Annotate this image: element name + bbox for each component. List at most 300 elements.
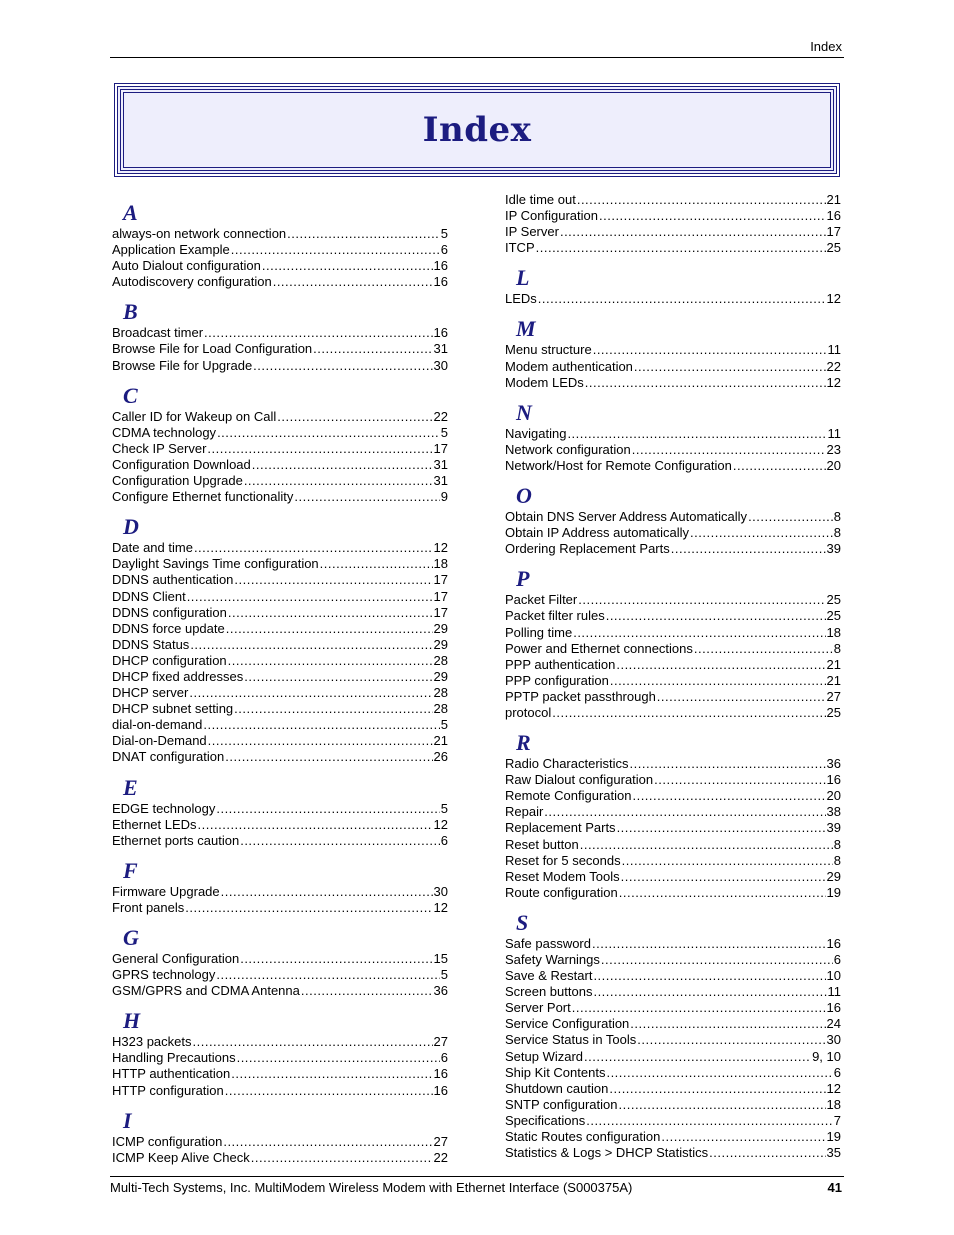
index-entry-leader	[273, 274, 433, 290]
index-entry-term: Service Configuration	[505, 1016, 630, 1032]
index-entry-page: 28	[433, 701, 448, 717]
index-letter-heading: R	[516, 730, 531, 756]
index-group	[112, 884, 448, 916]
index-letter-heading: L	[516, 265, 530, 291]
index-entry-leader	[240, 833, 440, 849]
index-entry-term: HTTP authentication	[112, 1066, 231, 1082]
index-entry-page: 22	[433, 408, 448, 424]
index-entry	[505, 641, 841, 657]
index-entry	[505, 657, 841, 673]
index-entry-page: 21	[433, 733, 448, 749]
index-entry-leader	[228, 605, 433, 621]
index-entry-leader	[606, 1065, 832, 1081]
index-entry	[505, 1065, 841, 1081]
index-entry-page: 24	[826, 1016, 841, 1032]
index-entry-page: 35	[826, 1145, 841, 1161]
index-entry-term: Network/Host for Remote Configuration	[505, 457, 732, 473]
index-entry	[505, 1145, 841, 1161]
index-entry-page: 17	[433, 588, 448, 604]
index-entry-leader	[320, 556, 433, 572]
index-entry	[112, 900, 448, 916]
index-entry-leader	[622, 853, 833, 869]
index-entry-term: Idle time out	[505, 192, 576, 207]
index-letter-heading: C	[123, 382, 138, 408]
index-entry-page: 5	[440, 424, 448, 440]
index-entry-page: 11	[827, 342, 841, 358]
index-entry-leader	[253, 358, 432, 374]
index-entry-term: Server Port	[505, 1000, 571, 1016]
index-entry	[505, 208, 841, 224]
index-entry-page: 31	[433, 473, 448, 489]
index-entry-leader	[586, 1113, 833, 1129]
index-entry-term: Service Status in Tools	[505, 1032, 637, 1048]
index-letter-heading: S	[516, 909, 529, 935]
index-entry	[505, 426, 841, 442]
index-entry-leader	[632, 788, 825, 804]
index-entry-leader	[208, 733, 433, 749]
index-entry-term: GSM/GPRS and CDMA Antenna	[112, 983, 300, 999]
index-entry	[505, 592, 841, 608]
index-entry-page: 8	[833, 852, 841, 868]
index-entry-term: Save & Restart	[505, 968, 593, 984]
index-letter-heading: P	[516, 566, 530, 592]
index-entry-page: 25	[826, 608, 841, 624]
index-entry-page: 18	[433, 556, 448, 572]
index-entry-term: ICMP configuration	[112, 1133, 223, 1149]
index-entry-leader	[601, 952, 833, 968]
index-entry-term: Radio Characteristics	[505, 756, 629, 772]
index-entry-page: 17	[826, 224, 841, 240]
index-letter-heading: I	[123, 1107, 132, 1133]
index-entry-page: 29	[433, 636, 448, 652]
index-entry-page: 12	[433, 816, 448, 832]
index-entry-page: 31	[433, 456, 448, 472]
index-entry-page: 12	[826, 291, 841, 307]
index-entry-leader	[216, 801, 439, 817]
index-entry-term: DNAT configuration	[112, 749, 225, 765]
index-entry-term: General Configuration	[112, 951, 240, 966]
index-entry	[112, 409, 448, 425]
index-entry-leader	[231, 1066, 432, 1082]
index-entry-page: 26	[433, 749, 448, 765]
index-entry	[112, 572, 448, 588]
index-entry-leader	[616, 657, 825, 673]
index-entry-leader	[226, 621, 433, 637]
index-entry	[505, 853, 841, 869]
index-entry-term: Setup Wizard	[505, 1048, 584, 1064]
footer-text: Multi-Tech Systems, Inc. MultiModem Wireless Modem with Ethernet Interface (S000375A)	[110, 1180, 633, 1195]
index-entry-term: DHCP fixed addresses	[112, 668, 244, 684]
index-entry-page: 21	[826, 656, 841, 672]
index-entry-page: 21	[826, 192, 841, 207]
index-entry-page: 36	[826, 756, 841, 772]
index-entry-leader	[252, 457, 433, 473]
index-entry-term: Reset button	[505, 836, 579, 852]
index-entry-term: Autodiscovery configuration	[112, 274, 272, 290]
index-entry-leader	[637, 1032, 825, 1048]
index-entry-leader	[223, 1134, 432, 1150]
index-entry-term: Browse File for Upgrade	[112, 357, 253, 373]
index-entry-leader	[657, 689, 826, 705]
index-entry-leader	[630, 1016, 825, 1032]
index-entry-page: 19	[826, 1129, 841, 1145]
index-entry-page: 22	[826, 358, 841, 374]
index-entry-leader	[593, 984, 826, 1000]
index-letter-heading: O	[516, 483, 532, 509]
index-entry-term: Date and time	[112, 540, 193, 556]
index-entry-term: H323 packets	[112, 1034, 192, 1050]
index-entry-leader	[277, 409, 432, 425]
index-entry-leader	[244, 473, 433, 489]
index-entry-leader	[228, 653, 433, 669]
index-entry-leader	[630, 756, 826, 772]
header-section-label: Index	[810, 39, 842, 54]
index-entry-term: Configuration Upgrade	[112, 473, 243, 489]
index-entry-leader	[584, 1049, 811, 1065]
index-entry	[112, 556, 448, 572]
index-entry-leader	[610, 673, 826, 689]
index-entry-term: Obtain DNS Server Address Automatically	[505, 509, 748, 525]
index-entry-term: DHCP configuration	[112, 652, 227, 668]
index-group	[112, 325, 448, 373]
index-entry-term: PPP authentication	[505, 656, 616, 672]
index-entry-leader	[225, 749, 432, 765]
index-entry	[112, 242, 448, 258]
index-entry-leader	[617, 820, 826, 836]
index-entry	[112, 983, 448, 999]
index-entry-page: 16	[826, 208, 841, 224]
index-entry-leader	[231, 242, 440, 258]
index-entry	[505, 458, 841, 474]
index-entry-term: Packet filter rules	[505, 608, 605, 624]
index-entry-page: 36	[433, 983, 448, 999]
index-entry-term: CDMA technology	[112, 424, 217, 440]
index-entry-page: 6	[440, 242, 448, 258]
index-entry-page: 17	[433, 604, 448, 620]
index-entry-term: Specifications	[505, 1112, 586, 1128]
index-entry-leader	[194, 540, 433, 556]
index-entry-page: 16	[433, 258, 448, 274]
index-entry-leader	[748, 509, 833, 525]
index-entry-leader	[187, 589, 433, 605]
index-group	[112, 1134, 448, 1166]
index-entry-page: 16	[433, 1066, 448, 1082]
index-letter-heading: D	[123, 514, 139, 540]
index-entry-leader	[251, 1150, 433, 1166]
index-group	[112, 951, 448, 999]
index-entry-leader	[198, 817, 433, 833]
index-entry	[112, 457, 448, 473]
index-group	[505, 192, 841, 256]
index-entry	[112, 833, 448, 849]
index-group	[505, 592, 841, 721]
index-entry	[112, 621, 448, 637]
index-entry-page: 12	[433, 899, 448, 915]
index-entry	[505, 359, 841, 375]
index-entry-term: Front panels	[112, 899, 185, 915]
index-entry-page: 30	[826, 1032, 841, 1048]
index-entry-term: Remote Configuration	[505, 788, 632, 804]
index-entry-page: 6	[440, 832, 448, 848]
index-entry-leader	[619, 1097, 826, 1113]
index-entry	[112, 540, 448, 556]
index-entry-leader	[313, 341, 432, 357]
index-entry-term: Navigating	[505, 425, 567, 441]
index-entry-term: GPRS technology	[112, 967, 216, 983]
index-entry-term: Safe password	[505, 935, 591, 951]
index-entry-term: Modem authentication	[505, 358, 633, 374]
index-entry	[505, 525, 841, 541]
index-entry-page: 20	[826, 457, 841, 473]
index-entry-leader	[189, 685, 432, 701]
index-entry	[505, 1016, 841, 1032]
index-entry	[112, 637, 448, 653]
index-entry	[112, 425, 448, 441]
index-entry	[505, 1000, 841, 1016]
index-entry-term: Modem LEDs	[505, 374, 584, 390]
index-entry-page: 21	[826, 672, 841, 688]
index-entry-leader	[694, 641, 833, 657]
index-entry	[505, 804, 841, 820]
index-entry-leader	[207, 441, 432, 457]
index-entry-page: 29	[433, 620, 448, 636]
index-entry	[505, 192, 841, 208]
index-group	[505, 936, 841, 1161]
index-letter-heading: E	[123, 774, 138, 800]
index-entry-term: DDNS Client	[112, 588, 186, 604]
index-entry-leader	[709, 1145, 825, 1161]
index-entry	[112, 749, 448, 765]
index-column-left	[112, 200, 448, 1175]
index-letter-heading: F	[123, 857, 138, 883]
index-entry-term: Daylight Savings Time configuration	[112, 556, 319, 572]
index-entry-page: 30	[433, 883, 448, 899]
index-entry-term: EDGE technology	[112, 800, 216, 816]
index-entry-term: Static Routes configuration	[505, 1129, 661, 1145]
index-entry	[505, 968, 841, 984]
index-entry-page: 16	[826, 1000, 841, 1016]
index-entry-page: 8	[833, 640, 841, 656]
index-group	[112, 540, 448, 765]
index-entry-leader	[221, 884, 433, 900]
index-entry	[505, 1129, 841, 1145]
index-entry	[112, 951, 448, 967]
index-entry	[505, 1049, 841, 1065]
index-group	[505, 291, 841, 307]
index-entry-leader	[193, 1034, 433, 1050]
index-entry	[505, 240, 841, 256]
index-entry	[112, 1050, 448, 1066]
index-entry-term: Polling time	[505, 624, 573, 640]
index-entry-leader	[240, 951, 432, 967]
index-entry-term: Auto Dialout configuration	[112, 258, 261, 274]
index-entry	[505, 673, 841, 689]
index-entry-page: 25	[826, 704, 841, 720]
index-entry	[112, 685, 448, 701]
index-entry-term: always-on network connection	[112, 226, 287, 241]
index-entry-term: Browse File for Load Configuration	[112, 341, 313, 357]
index-entry-leader	[606, 608, 826, 624]
index-entry-term: Statistics & Logs > DHCP Statistics	[505, 1145, 709, 1161]
footer-rule	[110, 1176, 844, 1177]
index-entry-page: 30	[433, 357, 448, 373]
index-entry-leader	[733, 458, 826, 474]
index-entry-leader	[572, 1000, 826, 1016]
index-entry-page: 9, 10	[812, 1048, 841, 1064]
index-entry-term: DDNS authentication	[112, 572, 234, 588]
index-entry-leader	[538, 291, 826, 307]
index-entry-page: 16	[433, 325, 448, 341]
index-entry-leader	[237, 1050, 440, 1066]
index-entry-page: 38	[826, 804, 841, 820]
index-entry-term: Firmware Upgrade	[112, 883, 220, 899]
index-entry-term: Configuration Download	[112, 456, 251, 472]
index-entry-page: 6	[833, 952, 841, 967]
index-entry-leader	[671, 541, 826, 557]
index-entry-page: 19	[826, 884, 841, 900]
index-entry	[505, 375, 841, 391]
index-entry-leader	[567, 426, 826, 442]
index-group	[505, 756, 841, 901]
index-entry-leader	[577, 192, 826, 208]
index-group	[112, 409, 448, 506]
index-entry-page: 5	[440, 800, 448, 816]
index-entry-term: Route configuration	[505, 884, 618, 900]
index-entry	[112, 274, 448, 290]
index-entry-term: Packet Filter	[505, 592, 578, 608]
index-letter-heading: B	[123, 299, 138, 325]
index-entry-term: DHCP subnet setting	[112, 701, 234, 717]
index-entry-page: 27	[433, 1133, 448, 1149]
index-entry	[112, 733, 448, 749]
index-entry-leader	[190, 637, 432, 653]
index-entry	[505, 837, 841, 853]
index-entry-term: Menu structure	[505, 342, 592, 358]
index-entry	[112, 967, 448, 983]
index-entry-leader	[599, 208, 826, 224]
index-letter-heading: A	[123, 200, 138, 225]
index-letter-heading: M	[516, 316, 536, 342]
index-entry-page: 28	[433, 652, 448, 668]
index-entry	[505, 689, 841, 705]
index-entry-term: Ethernet ports caution	[112, 832, 240, 848]
index-entry-page: 8	[833, 509, 841, 525]
index-group	[505, 426, 841, 474]
index-entry	[112, 669, 448, 685]
index-entry-leader	[632, 442, 826, 458]
index-entry-term: Raw Dialout configuration	[505, 772, 654, 788]
index-entry-leader	[690, 525, 833, 541]
index-entry-page: 23	[826, 441, 841, 457]
index-column-right	[505, 192, 841, 1170]
index-entry-leader	[585, 375, 826, 391]
index-entry-term: Caller ID for Wakeup on Call	[112, 408, 277, 424]
index-entry-term: Replacement Parts	[505, 820, 616, 836]
index-entry-page: 11	[827, 984, 841, 1000]
index-entry-page: 31	[433, 341, 448, 357]
index-entry-page: 10	[826, 968, 841, 984]
index-entry-term: Network configuration	[505, 441, 631, 457]
index-entry-term: Application Example	[112, 242, 230, 258]
index-entry-leader	[234, 701, 432, 717]
index-entry-page: 22	[433, 1149, 448, 1165]
index-entry-term: IP Server	[505, 224, 559, 240]
index-entry	[112, 1134, 448, 1150]
index-entry	[505, 291, 841, 307]
index-entry	[505, 756, 841, 772]
index-entry-page: 7	[833, 1112, 841, 1128]
index-entry-page: 18	[826, 1096, 841, 1112]
index-entry	[112, 258, 448, 274]
index-entry-leader	[536, 240, 826, 256]
index-entry	[112, 605, 448, 621]
index-entry-leader	[580, 837, 833, 853]
index-entry	[112, 817, 448, 833]
index-entry	[505, 788, 841, 804]
index-entry-term: dial-on-demand	[112, 717, 203, 733]
index-entry	[112, 325, 448, 341]
index-entry-page: 27	[433, 1034, 448, 1050]
index-entry-leader	[204, 325, 432, 341]
index-entry-leader	[544, 804, 825, 820]
index-entry-term: DDNS force update	[112, 620, 225, 636]
index-entry	[112, 358, 448, 374]
index-entry-term: PPTP packet passthrough	[505, 688, 656, 704]
index-entry-term: Dial-on-Demand	[112, 733, 207, 749]
index-entry	[112, 1083, 448, 1099]
index-group	[112, 1034, 448, 1098]
index-entry-term: DHCP server	[112, 685, 189, 701]
index-entry-page: 8	[833, 525, 841, 541]
index-entry	[505, 885, 841, 901]
index-entry-page: 17	[433, 572, 448, 588]
index-entry	[112, 884, 448, 900]
index-entry	[505, 625, 841, 641]
index-entry-term: Repair	[505, 804, 544, 820]
index-entry-page: 12	[826, 1080, 841, 1096]
index-entry	[505, 442, 841, 458]
index-entry-leader	[552, 705, 825, 721]
index-entry-term: PPP configuration	[505, 672, 609, 688]
index-entry-leader	[592, 936, 826, 952]
index-entry-term: DDNS configuration	[112, 604, 227, 620]
index-entry-page: 5	[440, 226, 448, 241]
index-entry-page: 15	[433, 951, 448, 966]
index-entry-leader	[287, 226, 440, 242]
index-group	[505, 509, 841, 557]
index-entry-page: 17	[433, 440, 448, 456]
index-entry-page: 39	[826, 541, 841, 557]
index-entry	[112, 717, 448, 733]
index-entry-leader	[234, 572, 432, 588]
index-entry-leader	[560, 224, 826, 240]
index-entry	[505, 820, 841, 836]
index-group	[112, 226, 448, 290]
index-entry	[505, 984, 841, 1000]
index-entry-page: 39	[826, 820, 841, 836]
index-letter-heading: N	[516, 399, 532, 425]
index-entry	[112, 1066, 448, 1082]
index-entry	[505, 952, 841, 968]
index-entry	[505, 1032, 841, 1048]
index-entry	[505, 224, 841, 240]
index-entry-leader	[244, 669, 432, 685]
index-entry	[505, 705, 841, 721]
index-entry-leader	[654, 772, 825, 788]
index-entry	[112, 226, 448, 242]
index-entry	[505, 869, 841, 885]
index-entry	[112, 1034, 448, 1050]
